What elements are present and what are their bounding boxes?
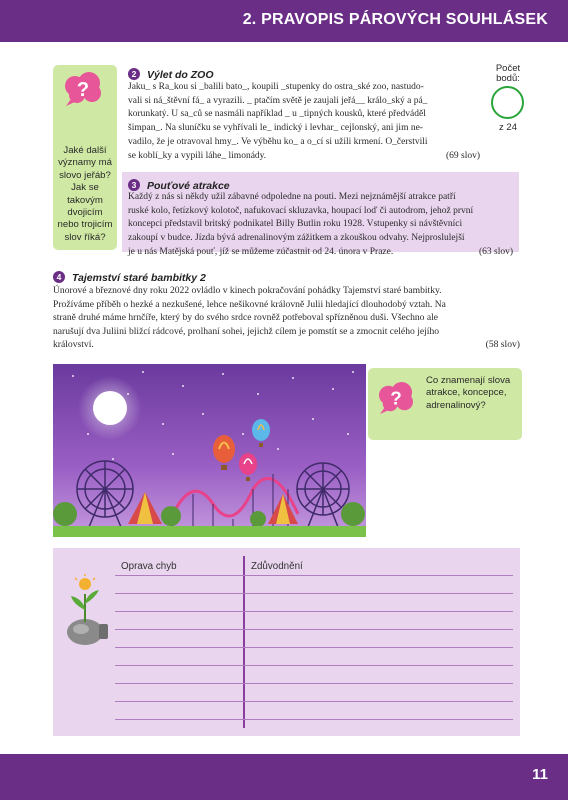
writing-line[interactable] (115, 629, 513, 630)
text-line: vali si ná_štěvní fá_ a vyrazili. _ ptačím světě je zaujali jeřá__ králo_ský a pá_ (128, 95, 428, 106)
text-line: šimpan_. Na sluníčku se vyhřívali le_ indický i levhar_ cejlonský, ani jim ne- (128, 123, 423, 134)
question-box (368, 368, 522, 440)
writing-line[interactable] (115, 575, 513, 576)
exercise-text (53, 284, 520, 352)
word-count: (63 slov) (478, 246, 513, 257)
exercise-title: Pouťové atrakce (147, 180, 230, 192)
exercise-text (128, 191, 513, 260)
column-header-reasoning: Zdůvodnění (251, 561, 303, 572)
exercise-3 (122, 172, 519, 257)
exercise-4 (53, 268, 520, 352)
writing-line[interactable] (115, 701, 513, 702)
page-footer (0, 754, 568, 800)
text-line: koncepci představil britský podnikatel Billy Butlin roku 1928. Vstupenky si návštěvníci (128, 219, 463, 230)
text-line: království. (53, 339, 94, 351)
text-line: korunkatý. U sa_ců se nasmáli například _ u _tipných kousků, které předváděl (128, 109, 426, 120)
exercise-number: 2 (128, 68, 140, 80)
side-note (53, 65, 117, 250)
column-header-corrections: Oprava chyb (121, 561, 177, 572)
side-note-text: Jaké další významy má slovo jeřáb? Jak se takovým dvojicím nebo trojicím slov říká? (57, 145, 113, 243)
question-bubble-icon (376, 381, 416, 415)
score-label: Počet bodů: (495, 63, 521, 84)
exercise-number: 4 (53, 271, 65, 283)
writing-line[interactable] (115, 683, 513, 684)
score-field[interactable] (491, 86, 524, 119)
writing-line[interactable] (115, 611, 513, 612)
lightbulb-plant-icon (61, 574, 113, 648)
exercise-title: Tajemství staré bambitky 2 (72, 272, 206, 284)
writing-line[interactable] (115, 665, 513, 666)
question-text: Co znamenají slova atrakce, koncepce, adrenalinový? (426, 375, 511, 411)
text-line: vadilo, že je otravoval hmy_. Ve výběhu ko_ a o_cí si užili krmení. O_čerstvili (128, 136, 428, 147)
text-line: se koblí_ky a vypili láhe_ limonády. (128, 150, 267, 161)
exercise-number: 3 (128, 179, 140, 191)
score-max: z 24 (499, 122, 517, 133)
text-line: ruské kolo, řetízkový kolotoč, nafukovací skluzavka, houpací loď či autodrom, jehož první (128, 205, 474, 216)
writing-line[interactable] (115, 719, 513, 720)
writing-line[interactable] (115, 647, 513, 648)
text-line: Únorové a březnové dny roku 2022 ovládlo v kinech pokračování pohádky Tajemství staré bambitky. (53, 285, 442, 296)
question-bubble-icon (62, 71, 104, 107)
word-count: (69 slov) (445, 150, 480, 161)
text-line: Jaku_ s Ra_kou si _balili bato_, koupili _stupenky do ostra_ské zoo, nastudo- (128, 82, 424, 92)
svg-text:?: ? (76, 79, 90, 101)
page-header (0, 0, 568, 42)
column-separator (243, 556, 245, 728)
writing-line[interactable] (115, 593, 513, 594)
funfair-illustration (53, 364, 366, 537)
text-line: Prožíváme příběh o hezké a nezkušené, lehce nešikovné královně Julii hledající dlouhodobý vztah. Na (53, 298, 446, 310)
chapter-title: 2. PRAVOPIS PÁROVÝCH SOUHLÁSEK (242, 11, 548, 28)
text-line: Každý z nás si někdy užil zábavné odpoledne na pouti. Mezi nejznámější atrakce patří (128, 192, 456, 202)
text-line: zakoupí v budce. Jízda bývá adrenalinovým zážitkem a zkouškou odvahy. Nejproslulejší (128, 233, 465, 244)
correction-table (53, 548, 520, 736)
exercise-title: Výlet do ZOO (147, 69, 214, 81)
text-line: narušují dva Juliini bližcí rádcové, prolhaní sohei, jejichž cílem je pomstít se a zmocnit celého jejího (53, 325, 440, 337)
text-line: je u nás Matějská pouť, jíž se můžeme zúčastnit od 24. února v Praze. (128, 246, 394, 257)
exercise-2 (128, 65, 480, 163)
text-line: straně druhé máme hrnčíře, který by do svého srdce rovněž potřeboval spřízněnou duši. Všechno ale (53, 312, 439, 324)
page-number: 11 (532, 766, 548, 783)
exercise-text (128, 81, 480, 163)
word-count: (58 slov) (485, 339, 520, 351)
svg-text:?: ? (390, 388, 402, 410)
